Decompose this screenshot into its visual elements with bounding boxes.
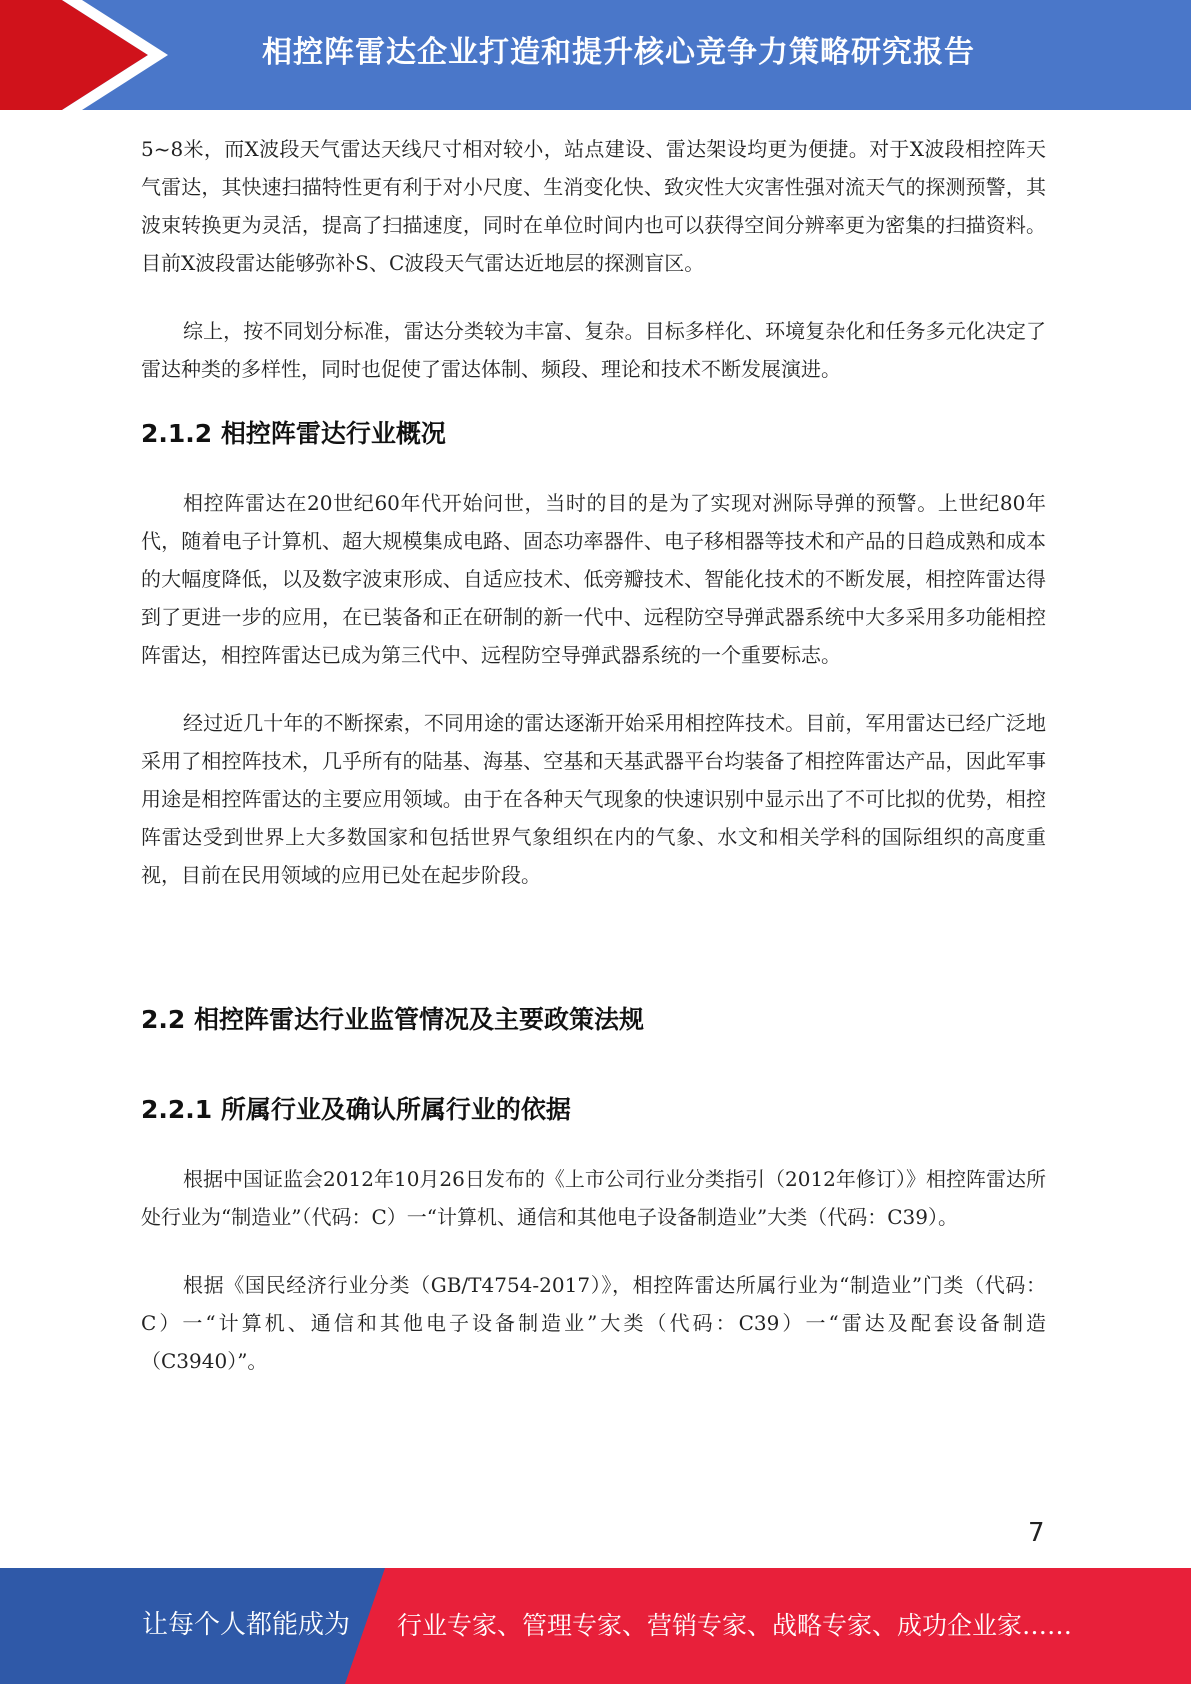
paragraph-5: 根据中国证监会2012年10月26日发布的《上市公司行业分类指引（2012年修订）》相控阵雷达所处行业为“制造业”（代码：C）一“计算机、通信和其他电子设备制造业”大类（代码：C39）。 [141,1167,1046,1229]
report-title: 相控阵雷达企业打造和提升核心竞争力策略研究报告 [262,35,975,70]
page-content [141,130,1046,1380]
paragraph-2: 综上，按不同划分标准，雷达分类较为丰富、复杂。目标多样化、环境复杂化和任务多元化决定了雷达种类的多样性，同时也促使了雷达体制、频段、理论和技术不断发展演进。 [141,319,1046,381]
page-header [0,0,1191,110]
paragraph-4: 经过近几十年的不断探索，不同用途的雷达逐渐开始采用相控阵技术。目前，军用雷达已经广泛地采用了相控阵技术，几乎所有的陆基、海基、空基和天基武器平台均装备了相控阵雷达产品，因此军事用途是相控阵雷达的主要应用领域。由于在各种天气现象的快速识别中显示出了不可比拟的优势，相控阵雷达受到世界上大多数国家和包括世界气象组织在内的气象、水文和相关学科的国际组织的高度重视，目前在民用领域的应用已处在起步阶段。 [141,711,1046,887]
footer-slogan-left: 让每个人都能成为 [142,1610,351,1640]
section-heading-2-2-1: 2.2.1 所属行业及确认所属行业的依据 [141,1095,571,1124]
paragraph-1: 5~8米，而X波段天气雷达天线尺寸相对较小，站点建设、雷达架设均更为便捷。对于X波段相控阵天气雷达，其快速扫描特性更有利于对小尺度、生消变化快、致灾性大灾害性强对流天气的探测预警，其波束转换更为灵活，提高了扫描速度，同时在单位时间内也可以获得空间分辨率更为密集的扫描资料。目前X波段雷达能够弥补S、C波段天气雷达近地层的探测盲区。 [141,137,1046,275]
footer-slogan-right: 行业专家、管理专家、营销专家、战略专家、成功企业家…… [397,1611,1073,1640]
paragraph-6: 根据《国民经济行业分类（GB/T4754-2017）》，相控阵雷达所属行业为“制造业”门类（代码：C）一“计算机、通信和其他电子设备制造业”大类（代码：C39）一“雷达及配套设备制造（C3940）”。 [141,1273,1046,1373]
section-heading-2-1-2: 2.1.2 相控阵雷达行业概况 [141,419,446,448]
section-heading-2-2: 2.2 相控阵雷达行业监管情况及主要政策法规 [141,1005,644,1034]
page-footer [0,1568,1191,1684]
paragraph-3: 相控阵雷达在20世纪60年代开始问世，当时的目的是为了实现对洲际导弹的预警。上世纪80年代，随着电子计算机、超大规模集成电路、固态功率器件、电子移相器等技术和产品的日趋成熟和成本的大幅度降低，以及数字波束形成、自适应技术、低旁瓣技术、智能化技术的不断发展，相控阵雷达得到了更进一步的应用，在已装备和正在研制的新一代中、远程防空导弹武器系统中大多采用多功能相控阵雷达，相控阵雷达已成为第三代中、远程防空导弹武器系统的一个重要标志。 [141,491,1046,667]
page-number: 7 [1028,1518,1045,1548]
